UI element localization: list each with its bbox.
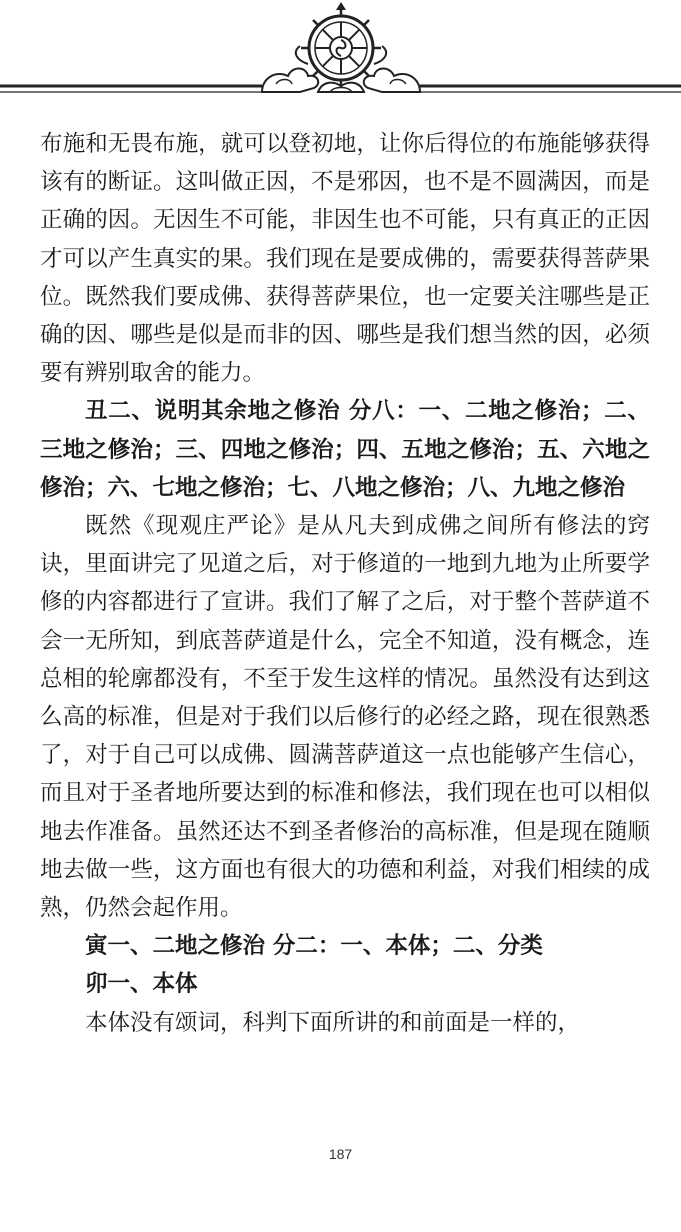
- page-number: 187: [328, 1146, 353, 1162]
- section-heading-1: 丑二、说明其余地之修治 分八：一、二地之修治；二、三地之修治；三、四地之修治；四、五地之修治；五、六地之修治；六、七地之修治；七、八地之修治；八、九地之修治: [40, 398, 650, 501]
- page-header-ornament: [0, 0, 681, 110]
- section-heading-3: 卯一、本体: [85, 971, 198, 998]
- page-body: [40, 125, 650, 1042]
- paragraph-3: 本体没有颂词，科判下面所讲的和前面是一样的，: [85, 1009, 581, 1036]
- paragraph-2: 既然《现观庄严论》是从凡夫到成佛之间所有修法的窍诀，里面讲完了见道之后，对于修道的一地到九地为止所要学修的内容都进行了宣讲。我们了解了之后，对于整个菩萨道不会一无所知，到底菩萨道是什么，完全不知道，没有概念，连总相的轮廓都没有，不至于发生这样的情况。虽然没有达到这么高的标准，但是对于我们以后修行的必经之路，现在很熟悉了，对于自己可以成佛、圆满菩萨道这一点也能够产生信心，而且对于圣者地所要达到的标准和修法，我们现在也可以相似地去作准备。虽然还达不到圣者修治的高标准，但是现在随顺地去做一些，这方面也有很大的功德和利益，对我们相续的成熟，仍然会起作用。: [40, 513, 650, 922]
- paragraph-1: 布施和无畏布施，就可以登初地，让你后得位的布施能够获得该有的断证。这叫做正因，不是邪因，也不是不圆满因，而是正确的因。无因生不可能，非因生也不可能，只有真正的正因才可以产生真实的果。我们现在是要成佛的，需要获得菩萨果位。既然我们要成佛、获得菩萨果位，也一定要关注哪些是正确的因、哪些是似是而非的因、哪些是我们想当然的因，必须要有辨别取舍的能力。: [40, 131, 650, 387]
- section-heading-2: 寅一、二地之修治 分二：一、本体；二、分类: [85, 933, 543, 960]
- dharma-wheel-icon: [0, 0, 681, 110]
